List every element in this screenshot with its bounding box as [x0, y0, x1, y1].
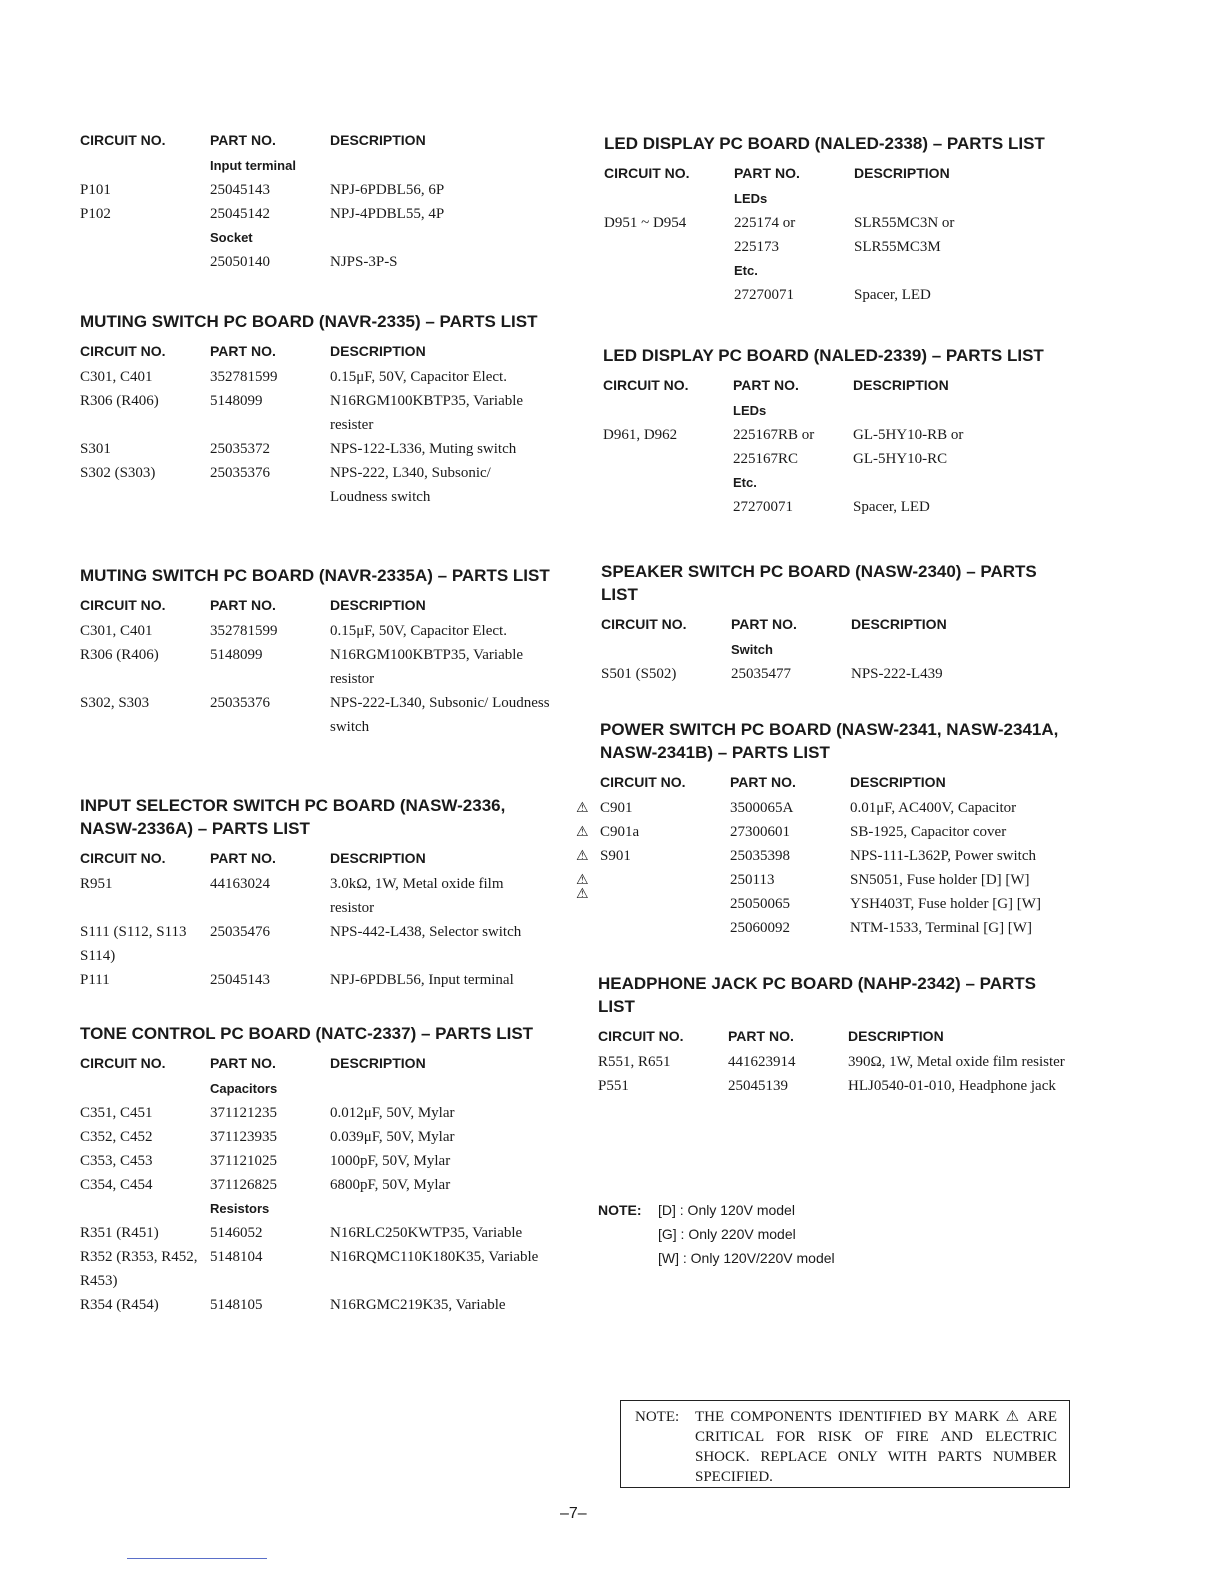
table-row: 27270071 Spacer, LED: [733, 499, 930, 515]
column-header: CIRCUIT NO. PART NO. DESCRIPTION: [603, 377, 949, 393]
column-header: [80, 132, 550, 148]
model-note: [598, 1198, 835, 1266]
table-row: R354 (R454) 5148105 N16RGMC219K35, Variable: [80, 1297, 506, 1313]
section-title: TONE CONTROL PC BOARD (NATC-2337) – PARTS LIST: [80, 1024, 534, 1043]
tone-control-section: [80, 1022, 550, 1317]
page-number: –7–: [560, 1505, 587, 1522]
subheading: Input terminal: [210, 158, 296, 173]
table-row: P101 25045143 NPJ-6PDBL56, 6P: [80, 182, 445, 198]
led-display-2339-section: [603, 344, 1083, 519]
table-row: C352, C452 371123935 0.039μF, 50V, Mylar: [80, 1129, 455, 1145]
section-title: INPUT SELECTOR SWITCH PC BOARD (NASW-2336, NASW-2336A) – PARTS LIST: [80, 796, 506, 838]
table-row: D961, D962 225167RB or GL-5HY10-RB or: [603, 427, 964, 443]
column-header: CIRCUIT NO. PART NO. DESCRIPTION: [598, 1028, 944, 1044]
subheading: LEDs: [734, 191, 768, 206]
section-title: POWER SWITCH PC BOARD (NASW-2341, NASW-2341A, NASW-2341B) – PARTS LIST: [600, 720, 1059, 762]
headphone-jack-section: [598, 972, 1078, 1098]
column-header: CIRCUIT NO. PART NO. DESCRIPTION: [80, 343, 426, 359]
warning-icon: ⚠: [576, 886, 589, 902]
column-header: CIRCUIT NO. PART NO. DESCRIPTION: [80, 597, 426, 613]
column-header: CIRCUIT NO. PART NO. DESCRIPTION: [601, 616, 947, 632]
table-row: ⚠ S901 25035398 NPS-111-L362P, Power switch: [600, 844, 1080, 868]
subheading: Switch: [731, 642, 773, 657]
table-row: R352 (R353, R452, R453) 5148104 N16RQMC110K180K35, Variable: [80, 1249, 539, 1289]
muting-switch-section: [80, 310, 550, 509]
warning-icon: ⚠: [576, 848, 589, 864]
subheading: Etc.: [733, 475, 757, 490]
table-row: S302, S303 25035376 NPS-222-L340, Subsonic/ Loudness switch: [80, 695, 550, 735]
table-row: S301 25035372 NPS-122-L336, Muting switch: [80, 441, 517, 457]
table-row: ⚠ C901 3500065A 0.01μF, AC400V, Capacitor: [600, 796, 1080, 820]
table-row: C353, C453 371121025 1000pF, 50V, Mylar: [80, 1153, 451, 1169]
table-row: S111 (S112, S113 S114) 25035476 NPS-442-L438, Selector switch: [80, 924, 522, 964]
column-header: CIRCUIT NO. PART NO. DESCRIPTION: [600, 774, 946, 790]
section-title: MUTING SWITCH PC BOARD (NAVR-2335) – PARTS LIST: [80, 312, 538, 331]
table-row: S501 (S502) 25035477 NPS-222-L439: [601, 666, 943, 682]
table-row: S302 (S303) 25035376 NPS-222, L340, Subsonic/ Loudness switch: [80, 465, 491, 505]
section-title: LED DISPLAY PC BOARD (NALED-2339) – PARTS LIST: [603, 346, 1044, 365]
critical-components-note: [620, 1400, 1070, 1488]
note-text: THE COMPONENTS IDENTIFIED BY MARK ⚠ ARE CRITICAL FOR RISK OF FIRE AND ELECTRIC SHOCK. REPLACE ONLY WITH PARTS NUMBER SPECIFIED.: [695, 1409, 1057, 1485]
subheading: Resistors: [210, 1201, 270, 1216]
warning-icon: ⚠: [576, 872, 589, 888]
table-row: R306 (R406) 5148099 N16RGM100KBTP35, Variable resistor: [80, 647, 524, 687]
table-row: R951 44163024 3.0kΩ, 1W, Metal oxide film resistor: [80, 876, 504, 916]
note-label: NOTE:: [635, 1409, 680, 1425]
table-row: C351, C451 371121235 0.012μF, 50V, Mylar: [80, 1105, 455, 1121]
subheading: Socket: [210, 230, 253, 245]
table-row: C301, C401 352781599 0.15μF, 50V, Capacitor Elect.: [80, 623, 507, 639]
speaker-switch-section: [601, 560, 1081, 686]
subheading: LEDs: [733, 403, 767, 418]
table-row: 25060092 NTM-1533, Terminal [G] [W]: [730, 920, 1032, 936]
table-row: 225173 SLR55MC3M: [734, 239, 941, 255]
table-row: P111 25045143 NPJ-6PDBL56, Input terminal: [80, 972, 514, 988]
input-terminal-section: [80, 122, 550, 274]
note-label: NOTE:: [598, 1202, 642, 1218]
header-circuit: CIRCUIT NO.: [80, 132, 166, 148]
table-row: 25050140 NJPS-3P-S: [210, 254, 398, 270]
table-row: C301, C401 352781599 0.15μF, 50V, Capacitor Elect.: [80, 369, 507, 385]
table-row: R551, R651 441623914 390Ω, 1W, Metal oxide film resister: [598, 1054, 1065, 1070]
warning-icon: ⚠: [576, 824, 589, 840]
warning-icon: ⚠: [576, 800, 589, 816]
table-row: ⚠ 250113 SN5051, Fuse holder [D] [W]: [600, 868, 1080, 892]
table-row: C354, C454 371126825 6800pF, 50V, Mylar: [80, 1177, 451, 1193]
section-title: SPEAKER SWITCH PC BOARD (NASW-2340) – PARTS LIST: [601, 562, 1037, 604]
column-header: CIRCUIT NO. PART NO. DESCRIPTION: [80, 1055, 426, 1071]
table-row: R351 (R451) 5146052 N16RLC250KWTP35, Variable: [80, 1225, 523, 1241]
subheading: Etc.: [734, 263, 758, 278]
table-row: 225167RC GL-5HY10-RC: [733, 451, 948, 467]
table-row: 27270071 Spacer, LED: [734, 287, 931, 303]
header-desc: DESCRIPTION: [330, 132, 426, 148]
table-row: R306 (R406) 5148099 N16RGM100KBTP35, Variable resister: [80, 393, 524, 433]
table-row: ⚠ C901a 27300601 SB-1925, Capacitor cover: [600, 820, 1080, 844]
input-selector-section: [80, 794, 550, 992]
table-row: ⚠ 25050065 YSH403T, Fuse holder [G] [W]: [600, 892, 1080, 916]
section-title: LED DISPLAY PC BOARD (NALED-2338) – PARTS LIST: [604, 134, 1045, 153]
section-title: MUTING SWITCH PC BOARD (NAVR-2335A) – PARTS LIST: [80, 566, 550, 585]
power-switch-section: [576, 718, 1080, 940]
header-part: PART NO.: [210, 132, 276, 148]
table-row: P551 25045139 HLJ0540-01-010, Headphone jack: [598, 1078, 1056, 1094]
muting-switch-a-section: [80, 564, 550, 739]
divider: [127, 1558, 267, 1559]
table-row: D951 ~ D954 225174 or SLR55MC3N or: [604, 215, 955, 231]
column-header: CIRCUIT NO. PART NO. DESCRIPTION: [604, 165, 950, 181]
subheading: Capacitors: [210, 1081, 278, 1096]
note-line: [G] : Only 220V model: [658, 1226, 796, 1242]
section-title: HEADPHONE JACK PC BOARD (NAHP-2342) – PARTS LIST: [598, 974, 1036, 1016]
note-line: [D] : Only 120V model: [658, 1202, 795, 1218]
led-display-2338-section: [604, 132, 1084, 307]
note-line: [W] : Only 120V/220V model: [658, 1250, 835, 1266]
column-header: CIRCUIT NO. PART NO. DESCRIPTION: [80, 850, 426, 866]
table-row: P102 25045142 NPJ-4PDBL55, 4P: [80, 206, 445, 222]
